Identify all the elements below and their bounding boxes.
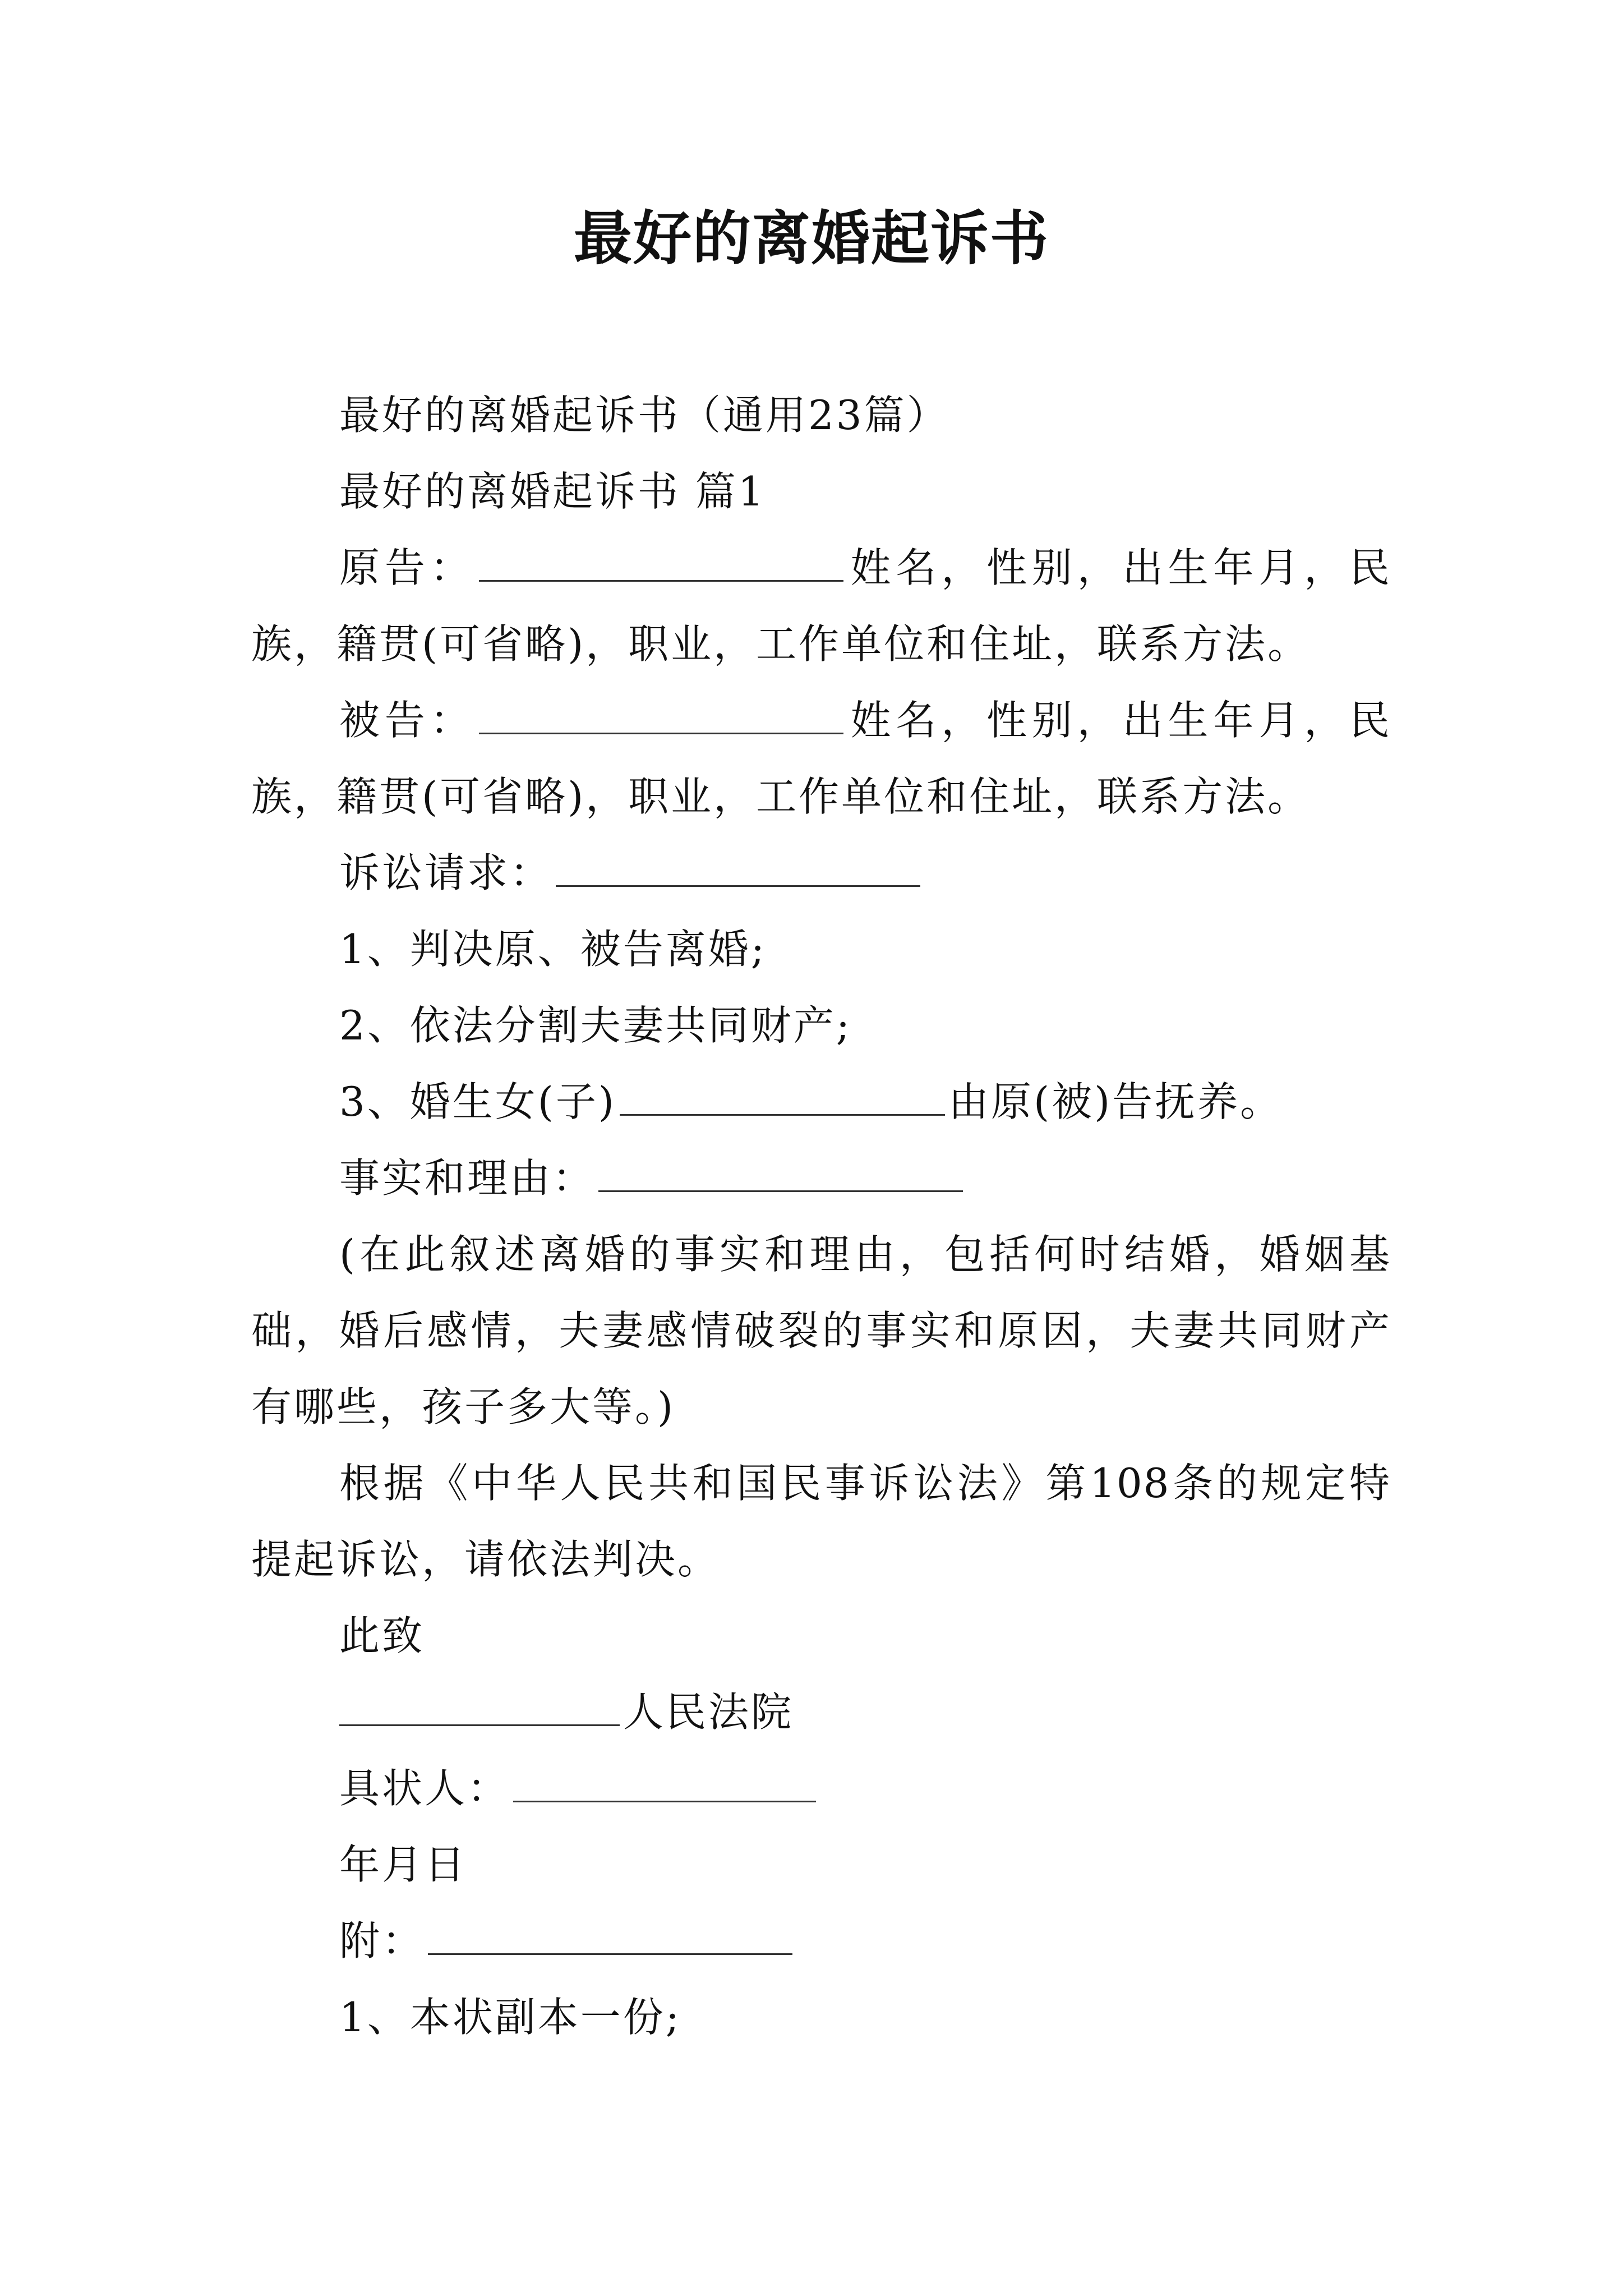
attachment-item-1: 1、本状副本一份;	[339, 1994, 682, 2041]
claim-item-1: 1、判决原、被告离婚;	[339, 926, 767, 973]
claim-item-3	[339, 1074, 1283, 1130]
claims-blank	[556, 852, 920, 887]
claim-item-3-end: 由原(被)告抚养。	[948, 1078, 1283, 1125]
signer-line	[339, 1760, 819, 1816]
basis-line-1: 根据《中华人民共和国民事诉讼法》第108条的规定特	[339, 1460, 1391, 1507]
document-title: 最好的离婚起诉书	[573, 204, 1049, 273]
defendant-blank	[479, 699, 843, 734]
attachment-blank	[428, 1920, 792, 1955]
date-line: 年月日	[339, 1841, 468, 1888]
plaintiff-line	[339, 540, 1391, 596]
facts-blank	[598, 1157, 963, 1192]
subtitle: 最好的离婚起诉书（通用23篇）	[339, 392, 949, 439]
defendant-line	[339, 692, 1391, 748]
court-blank	[339, 1691, 620, 1726]
claim-item-2: 2、依法分割夫妻共同财产;	[339, 1002, 852, 1049]
basis-line-2: 提起诉讼，请依法判决。	[251, 1536, 721, 1583]
defendant-continuation: 族，籍贯(可省略)，职业，工作单位和住址，联系方法。	[251, 773, 1311, 820]
plaintiff-blank	[479, 546, 843, 582]
defendant-rest: 姓名，性别，出生年月，民	[846, 697, 1391, 744]
signer-blank	[513, 1767, 816, 1802]
closing-to: 此致	[339, 1612, 425, 1659]
facts-label: 事实和理由：	[339, 1154, 596, 1202]
facts-line	[339, 1150, 966, 1206]
claim-item-3-blank	[620, 1080, 945, 1116]
claims-line	[339, 845, 924, 901]
facts-paragraph-line-1: (在此叙述离婚的事实和理由，包括何时结婚，婚姻基	[339, 1231, 1391, 1278]
court-line	[339, 1684, 794, 1740]
plaintiff-label: 原告：	[339, 544, 476, 591]
claim-item-3-start: 3、婚生女(子)	[339, 1078, 616, 1125]
defendant-label: 被告：	[339, 697, 476, 744]
section-heading: 最好的离婚起诉书 篇1	[339, 468, 766, 515]
facts-paragraph-line-2: 础，婚后感情，夫妻感情破裂的事实和原因，夫妻共同财产	[251, 1307, 1391, 1354]
plaintiff-continuation: 族，籍贯(可省略)，职业，工作单位和住址，联系方法。	[251, 620, 1311, 668]
claims-label: 诉讼请求：	[339, 849, 553, 896]
attachment-label: 附：	[339, 1917, 425, 1964]
plaintiff-rest: 姓名，性别，出生年月，民	[846, 544, 1391, 591]
signer-label: 具状人：	[339, 1765, 510, 1812]
attachment-line	[339, 1913, 796, 1969]
court-suffix: 人民法院	[623, 1688, 794, 1736]
facts-paragraph-line-3: 有哪些，孩子多大等。)	[251, 1383, 676, 1430]
